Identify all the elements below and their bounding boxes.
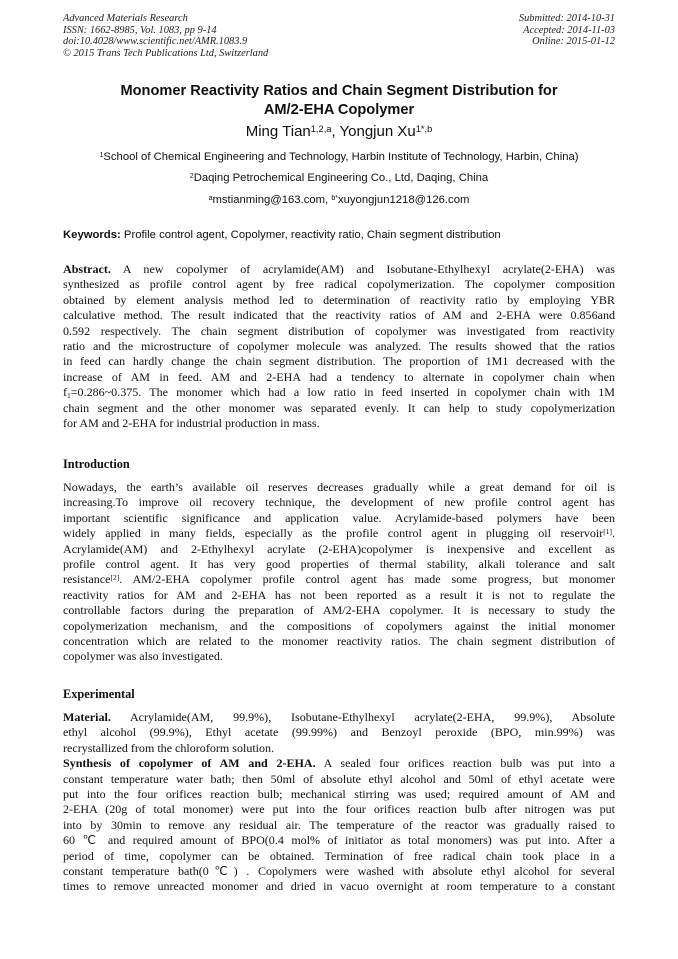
synthesis-line: constant temperature water bath; then 50ml of absolute ethyl alcohol and 50ml of ethyl acetate were: [63, 771, 615, 786]
synthesis-line: put into the four orifices reaction bulb; mechanical stirring was used; required amount of AM and: [63, 787, 615, 802]
intro-line: copolymerization mechanism, and the compositions of copolymers against the initial monomer: [63, 618, 615, 633]
keywords: [63, 228, 615, 242]
keywords-label: Keywords:: [63, 229, 121, 241]
synthesis-label: Synthesis of copolymer of AM and 2-EHA.: [63, 756, 316, 771]
material-line: ethyl alcohol (99.9%), Ethyl acetate (99.99%) and Benzoyl peroxide (BPO, min.99%) was: [63, 725, 615, 740]
experimental-heading: Experimental: [63, 687, 135, 701]
experimental-body: [63, 710, 615, 895]
online-date: Online: 2015-01-12: [532, 36, 615, 47]
author-list: [63, 123, 615, 141]
abstract-line: for AM and 2-EHA for industrial production in mass.: [63, 416, 320, 431]
material-line-text: Acrylamide(AM, 99.9%), Isobutane-Ethylhexyl acrylate(2-EHA, 99.9%), Absolute: [110, 710, 615, 724]
abstract-line: obtained by element analysis method led to determination of reactivity ratio by employing YBR: [63, 292, 615, 307]
email-b: xuyongjun1218@126.com: [337, 194, 470, 206]
abstract-line: 0.592 respectively. The chain segment distribution of copolymer was investigated from reactivity: [63, 323, 615, 338]
affiliation-2-text: Daqing Petrochemical Engineering Co., Ltd, Daqing, China: [193, 172, 489, 184]
intro-line: copolymer was also investigated.: [63, 649, 223, 664]
intro-line-text: widely applied in many fields, especially as the profile control agent in plugging oil reservoir: [63, 526, 604, 541]
intro-line: reactivity ratios for AM and 2-EHA has not been reported as a result it is not to regulate the: [63, 587, 615, 602]
intro-line: controllable factors during the preparation of AM/2-EHA copolymer. It is necessary to study the: [63, 603, 615, 618]
abstract-line: [63, 385, 615, 400]
synthesis-line: 60 ℃ and required amount of BPO(0.4 mol% of initiator as total monomers) was put into. After a: [63, 833, 615, 848]
author-1-marks: 1,2,a: [310, 123, 332, 134]
author-2: Yongjun Xu: [339, 123, 416, 140]
synthesis-line: constant temperature bath(0℃) . Copolymers were washed with absolute ethyl alcohol for several: [63, 864, 615, 879]
intro-line: Nowadays, the earth’s available oil reserves decreases gradually while a great demand for oil is: [63, 480, 615, 494]
email-b-mark: b*: [331, 194, 338, 202]
keywords-text: Profile control agent, Copolymer, reactivity ratio, Chain segment distribution: [120, 229, 501, 241]
feed-fraction-subscript: 1: [67, 391, 71, 401]
abstract-line: chain segment and the other monomer was separated evenly. It can help to study copolymerization: [63, 400, 615, 415]
affiliation-1: [40, 150, 638, 164]
material-line: [63, 710, 615, 725]
title-line-2: AM/2-EHA Copolymer: [263, 102, 415, 118]
email-a: mstianming@163.com,: [212, 194, 332, 206]
introduction-body: [63, 480, 615, 665]
citation-2[interactable]: [2]: [110, 573, 120, 583]
abstract-line-text: A new copolymer of acrylamide(AM) and Isobutane-Ethylhexyl acrylate(2-EHA) was: [110, 262, 615, 276]
copyright: © 2015 Trans Tech Publications Ltd, Switzerland: [63, 47, 269, 59]
dates-header: [519, 13, 615, 48]
affiliation-1-text: School of Chemical Engineering and Technology, Harbin Institute of Technology, Harbin, China): [103, 151, 579, 163]
intro-line: increasing.To improve oil recovery technique, the development of new profile control agent has: [63, 495, 615, 510]
abstract-line: [63, 262, 615, 277]
title-line-1: Monomer Reactivity Ratios and Chain Segment Distribution for: [120, 83, 558, 99]
intro-line: concentration which are related to the monomer reactivity ratios. The chain segment distribution of: [63, 634, 615, 649]
intro-line-text: resistance: [63, 572, 111, 587]
affiliation-2: [40, 171, 638, 185]
email-a-mark: a: [208, 194, 213, 202]
email-line: [40, 193, 638, 207]
paper-title: [63, 82, 615, 120]
intro-line: Acrylamide(AM) and 2-Ethylhexyl acrylate (2-EHA)copolymer is inexpensive and excellent as: [63, 541, 615, 556]
synthesis-line: into by 30min to remove any residual air. The temperature of the reactor was gradually raised to: [63, 817, 615, 832]
abstract-line-text: =0.286~0.375. The monomer which had a low ratio in feed inserted in copolymer chain with 1M: [70, 385, 615, 400]
abstract-line: in feed can hardly change the chain segment distribution. The proportion of 1M1 decreased with the: [63, 354, 615, 369]
doi: doi:10.4028/www.scientific.net/AMR.1083.9: [63, 36, 248, 47]
intro-line: important scientific significance and application value. Acrylamide-based polymers have been: [63, 510, 615, 525]
abstract-line: calculative method. The result indicated that the reactivity ratios of AM and 2-EHA were 0.856and: [63, 308, 615, 323]
material-line: recrystallized from the chloroform solution.: [63, 740, 275, 755]
author-1: Ming Tian: [245, 123, 311, 140]
abstract-line: ratio and the microstructure of copolymer molecule was analyzed. The results showed that the ratios: [63, 339, 615, 354]
affiliation-2-mark: 2: [189, 172, 194, 180]
abstract: [63, 262, 615, 431]
intro-line-text: .: [611, 526, 615, 541]
issn: ISSN: 1662-8985, Vol. 1083, pp 9-14: [63, 24, 217, 36]
synthesis-line: times to remove unreacted monomer and dried in vacuo overnight at room temperature to a constant: [63, 879, 615, 894]
abstract-label: Abstract.: [63, 262, 111, 276]
intro-line: [63, 526, 615, 541]
abstract-line: increase of AM in feed. AM and 2-EHA had a tendency to alternate in copolymer chain when: [63, 369, 615, 384]
accepted-date: Accepted: 2014-11-03: [523, 24, 615, 36]
journal-name: Advanced Materials Research: [63, 13, 188, 24]
intro-line: [63, 572, 615, 587]
intro-line: profile control agent. It has very good properties of thermal stability, alkali tolerance and salt: [63, 557, 615, 572]
abstract-line: synthesized as profile control agent by free radical copolymerization. The copolymer composition: [63, 277, 615, 292]
author-2-marks: 1*,b: [415, 123, 433, 134]
journal-header: [63, 13, 268, 59]
submitted-date: Submitted: 2014-10-31: [518, 13, 615, 24]
affiliation-1-mark: 1: [99, 151, 104, 159]
synthesis-line: 2-EHA (20g of total monomer) were put into the four orifices reaction bulb after nitrogen was put: [63, 802, 615, 817]
introduction-heading: Introduction: [63, 457, 130, 471]
synthesis-line: period of time, copolymer can be obtained. Termination of free radical chain took place in a: [63, 848, 615, 863]
material-label: Material.: [63, 710, 111, 724]
author-separator: ,: [331, 123, 340, 140]
synthesis-line: [63, 756, 615, 771]
feed-fraction-symbol: f: [63, 385, 68, 400]
synthesis-line-text: A sealed four orifices reaction bulb was put into a: [315, 756, 615, 771]
citation-1[interactable]: [1]: [603, 526, 612, 536]
intro-line-text: . AM/2-EHA copolymer profile control agent has made some progress, but monomer: [119, 572, 615, 587]
